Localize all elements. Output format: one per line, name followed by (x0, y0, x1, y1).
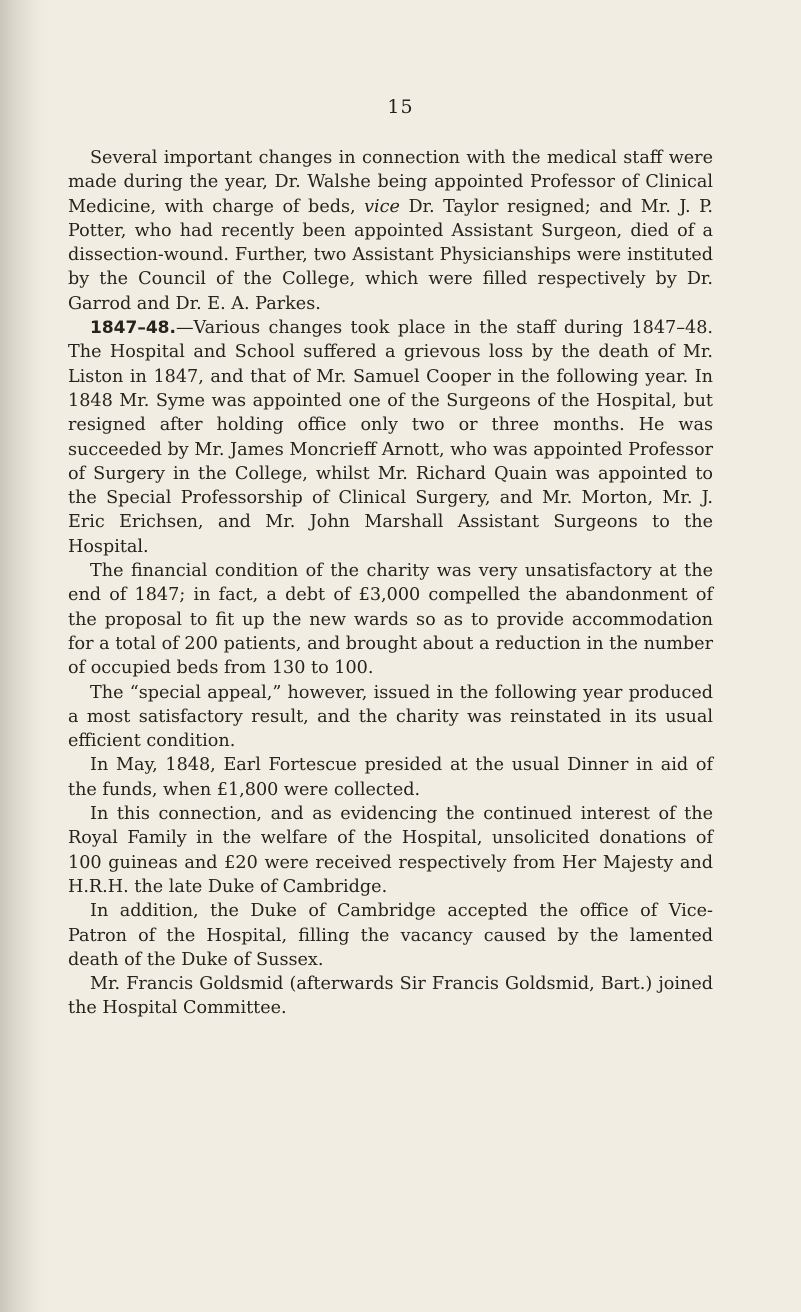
paragraph-1847-48 (68, 316, 713, 559)
paragraph-1847-48-text: —Various changes took place in the staff during 1847–48. The Hospital and School suffered a grievous loss by the death of Mr. Liston in 1847, and that of Mr. Samuel Cooper in the following year. In 1848 Mr. Syme was appointed one of the Surgeons of the Hospital, but resigned after holding office only two or three months. He was succeeded by Mr. James Moncrieff Arnott, who was appointed Professor of Surgery in the College, whilst Mr. Richard Quain was appointed to the Special Professorship of Clinical Surgery, and Mr. Morton, Mr. J. Eric Erichsen, and Mr. John Marshall Assistant Surgeons to the Hospital. (68, 318, 713, 557)
paragraph-royal-donations: In this connection, and as evidencing the continued interest of the Royal Family in the welfare of the Hospital, unsolicited donations of 100 guineas and £20 were received respectively from Her Majesty and H.R.H. the late Duke of Cambridge. (68, 804, 713, 897)
paragraph-financial-condition: The financial condition of the charity was very unsatisfactory at the end of 1847; in fact, a debt of £3,000 compelled the abandonment of the proposal to fit up the new wards so as to provide accommodation for a total of 200 patients, and brought about a reduction in the number of occupied beds from 130 to 100. (68, 561, 713, 679)
paragraph-goldsmid: Mr. Francis Goldsmid (afterwards Sir Francis Goldsmid, Bart.) joined the Hospital Committee. (68, 974, 713, 1019)
page-binding-shadow (0, 0, 48, 1312)
paragraph-vice-patron: In addition, the Duke of Cambridge accepted the office of Vice-Patron of the Hospital, filling the vacancy caused by the lamented death of the Duke of Sussex. (68, 901, 713, 970)
paragraph-special-appeal: The “special appeal,” however, issued in the following year produced a most satisfactory result, and the charity was reinstated in its usual efficient condition. (68, 682, 713, 752)
year-heading: 1847–48. (90, 318, 176, 339)
body-text (68, 146, 713, 1021)
paragraph-staff-changes: Several important changes in connection with the medical staff were made during the year, Dr. Walshe being appointed Professor of Clinical Medicine, with charge of beds, vice Dr. Taylor resigned; and Mr. J. P. Potter, who had recently been appointed Assistant Surgeon, died of a dissection-wound. Further, two Assistant Physicianships were instituted by the Council of the College, which were filled respectively by Dr. Garrod and Dr. E. A. Parkes. (68, 148, 713, 314)
paragraph-dinner: In May, 1848, Earl Fortescue presided at the usual Dinner in aid of the funds, when £1,800 were collected. (68, 755, 713, 800)
page-number: 15 (387, 96, 414, 118)
